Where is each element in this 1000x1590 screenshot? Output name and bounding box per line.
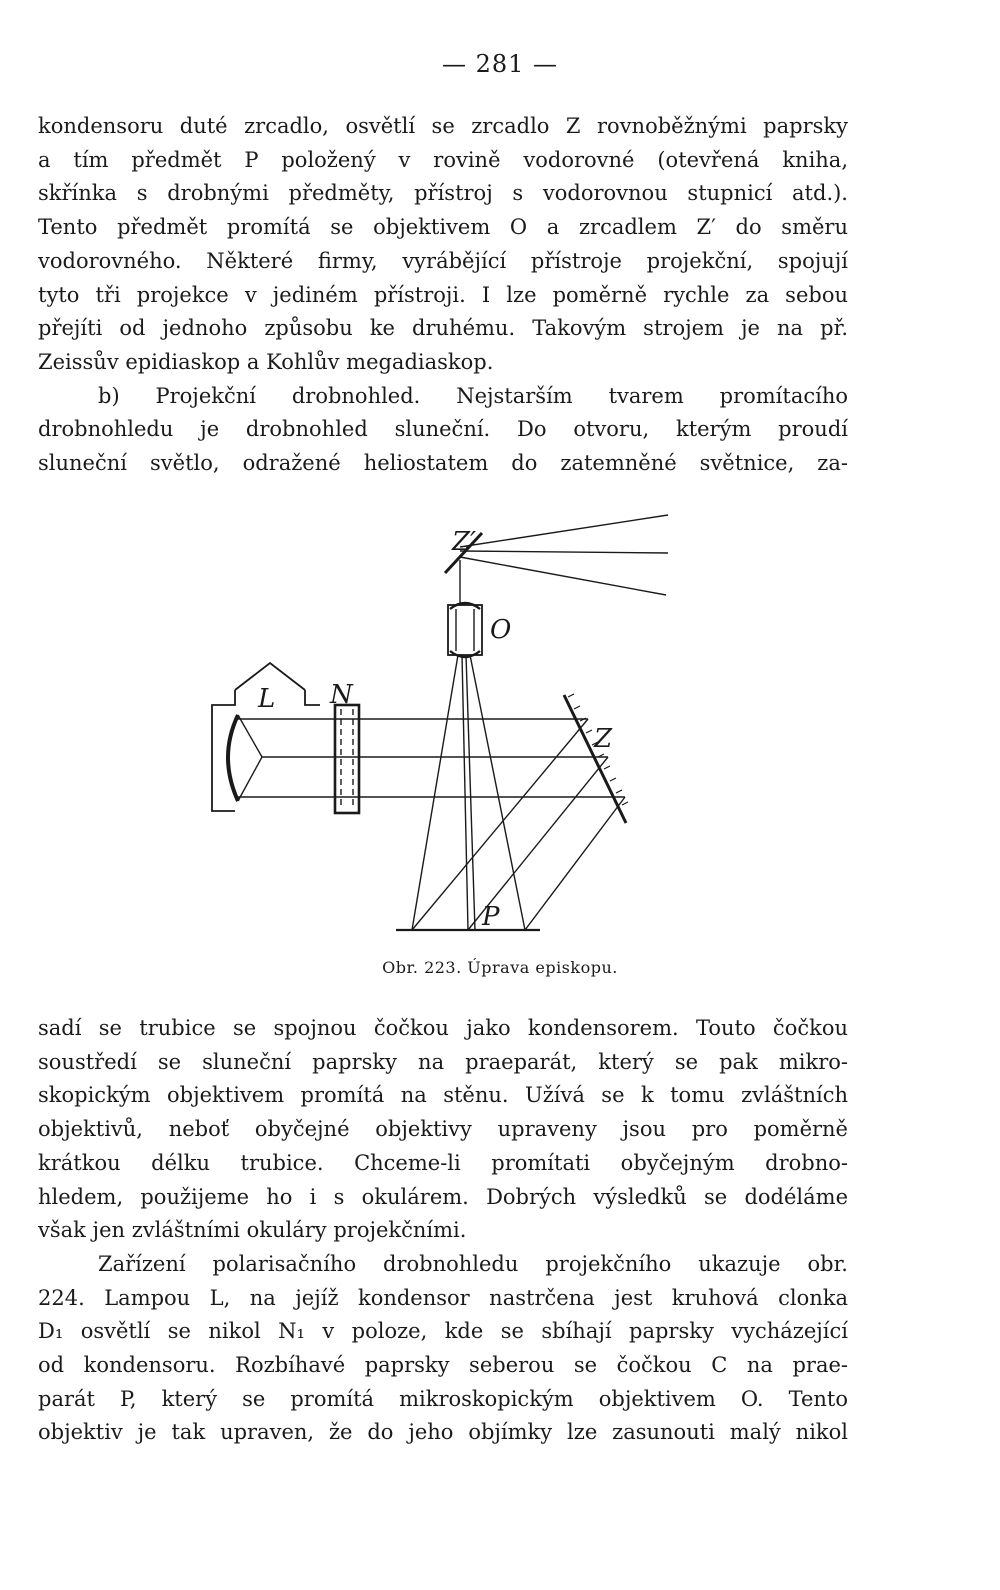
label-o: O bbox=[490, 615, 512, 645]
lamp-housing-right bbox=[305, 690, 320, 705]
label-n: N bbox=[330, 680, 353, 710]
label-z-prime: Z′ bbox=[452, 527, 476, 557]
text-line: hledem, použijeme ho i s okulárem. Dobrých výsledků se dodéláme bbox=[38, 1184, 848, 1209]
paragraph-epidiaskop bbox=[38, 110, 848, 380]
text-line: sadí se trubice se spojnou čočkou jako kondensorem. Touto čočkou bbox=[38, 1016, 848, 1040]
text-line: parát P, který se promítá mikroskopickým objektivem O. Tento bbox=[38, 1386, 848, 1411]
text-line: od kondensoru. Rozbíhavé paprsky seberou se čočkou C na prae- bbox=[38, 1353, 848, 1378]
top-text-block bbox=[38, 110, 848, 481]
text-line: b) Projekční drobnohled. Nejstarším tvarem promítacího bbox=[98, 383, 848, 408]
text-line: a tím předmět P položený v rovině vodorovné (otevřená kniha, bbox=[38, 147, 848, 172]
text-line: objektivů, neboť obyčejné objektivy upraveny jsou pro poměrně bbox=[38, 1117, 848, 1142]
paragraph-polarising-microscope bbox=[38, 1248, 848, 1450]
page-number: — 281 — bbox=[441, 50, 559, 78]
label-z: Z bbox=[594, 724, 613, 754]
text-line: skopickým objektivem promítá na stěnu. Užívá se k tomu zvláštních bbox=[38, 1083, 848, 1108]
text-line: přejíti od jednoho způsobu ke druhému. Takovým strojem je na př. bbox=[38, 316, 848, 341]
text-line: tyto tři projekce v jediném přístroji. I lze poměrně rychle za sebou bbox=[38, 282, 848, 307]
episcope-diagram-svg bbox=[200, 505, 680, 935]
text-line: Tento předmět promítá se objektivem O a zrcadlem Z′ do směru bbox=[38, 215, 848, 240]
ray-line bbox=[460, 515, 668, 547]
ray-line bbox=[460, 551, 668, 553]
lamp-housing bbox=[212, 690, 235, 811]
lamp-ray bbox=[238, 757, 262, 801]
episcope-diagram bbox=[200, 505, 680, 935]
ray-line bbox=[525, 797, 625, 930]
lamp-ray bbox=[238, 715, 262, 757]
bottom-text-block bbox=[38, 1012, 848, 1450]
mirror-z bbox=[564, 695, 626, 823]
label-p: P bbox=[482, 902, 500, 932]
text-line: 224. Lampou L, na jejíž kondensor nastrčena jest kruhová clonka bbox=[38, 1285, 848, 1310]
text-line: skřínka s drobnými předměty, přístroj s vodorovnou stupnicí atd.). bbox=[38, 181, 848, 206]
text-line: však jen zvláštními okuláry projekčními. bbox=[38, 1218, 467, 1243]
objective-barrel bbox=[448, 605, 482, 655]
text-line: krátkou délku trubice. Chceme-li promítati obyčejným drobno- bbox=[38, 1150, 848, 1175]
ray-line bbox=[412, 655, 458, 930]
text-line: Zeissův epidiaskop a Kohlův megadiaskop. bbox=[38, 349, 494, 374]
figure-caption: Obr. 223. Úprava episkopu. bbox=[382, 958, 618, 977]
label-l: L bbox=[258, 684, 276, 714]
text-line: sluneční světlo, odražené heliostatem do zatemněné světnice, za- bbox=[38, 451, 848, 476]
ray-line bbox=[460, 557, 666, 595]
paragraph-solar-microscope bbox=[38, 1012, 848, 1248]
lamp-reflector bbox=[228, 715, 238, 801]
text-line: objektiv je tak upraven, že do jeho objímky lze zasunouti malý nikol bbox=[38, 1420, 848, 1445]
objective-lens-top bbox=[450, 603, 480, 609]
objective-lens-bottom bbox=[450, 651, 480, 657]
text-line: drobnohledu je drobnohled sluneční. Do otvoru, kterým proudí bbox=[38, 417, 848, 442]
text-line: Zařízení polarisačního drobnohledu projekčního ukazuje obr. bbox=[98, 1251, 848, 1276]
text-line: vodorovného. Některé firmy, vyrábějící přístroje projekční, spojují bbox=[38, 248, 848, 273]
text-line: kondensoru duté zrcadlo, osvětlí se zrcadlo Z rovnoběžnými paprsky bbox=[38, 114, 848, 138]
ray-line bbox=[412, 719, 588, 930]
paragraph-projection-microscope bbox=[38, 380, 848, 481]
ray-line bbox=[470, 655, 525, 930]
text-line: soustředí se sluneční paprsky na praeparát, který se pak mikro- bbox=[38, 1049, 848, 1074]
text-line: D₁ osvětlí se nikol N₁ v poloze, kde se sbíhají paprsky vycházející bbox=[38, 1319, 848, 1344]
